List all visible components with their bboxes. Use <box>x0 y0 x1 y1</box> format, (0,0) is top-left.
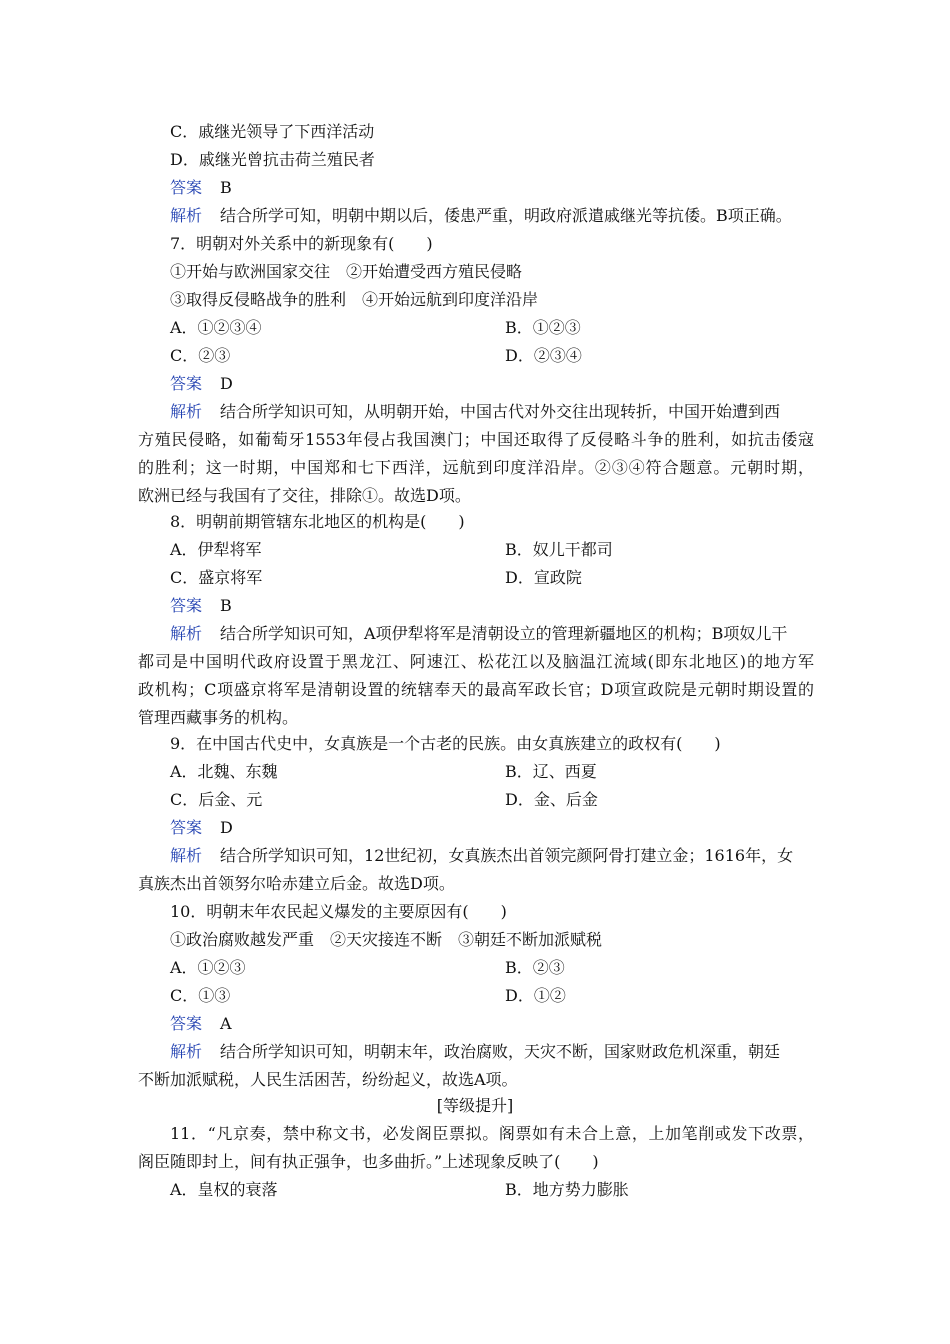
q7-items-1: ①开始与欧洲国家交往 ②开始遭受西方殖民侵略 <box>170 262 523 281</box>
q11-option-a: A．皇权的衰落 <box>170 1180 278 1199</box>
analysis-label: 解析 <box>170 1042 203 1061</box>
q8-option-d: D．宣政院 <box>505 568 582 587</box>
analysis-label: 解析 <box>170 846 203 865</box>
q11-stem-line-2: 阁臣随即封上，间有执正强争，也多曲折。”上述现象反映了( ) <box>138 1152 599 1171</box>
q7-analysis-line-1 <box>170 398 814 426</box>
answer-label: 答案 <box>170 596 203 615</box>
q8-option-b: B．奴儿干都司 <box>505 540 613 559</box>
q9-analysis-line-1 <box>170 842 814 870</box>
q7-option-b: B．①②③ <box>505 318 581 337</box>
answer-value: D <box>220 818 233 837</box>
answer-value: D <box>220 374 233 393</box>
q7-option-d: D．②③④ <box>505 346 582 365</box>
q9-option-a: A．北魏、东魏 <box>170 762 278 781</box>
q8-analysis-line-4: 管理西藏事务的机构。 <box>138 708 299 727</box>
answer-label: 答案 <box>170 1014 203 1033</box>
q10-analysis-line-2: 不断加派赋税，人民生活困苦，纷纷起义，故选A项。 <box>138 1070 518 1089</box>
q7-analysis-line-3: 的胜利；这一时期，中国郑和七下西洋，远航到印度洋沿岸。②③④符合题意。元朝时期， <box>138 458 814 477</box>
q9-stem: 9．在中国古代史中，女真族是一个古老的民族。由女真族建立的政权有( ) <box>170 734 721 753</box>
analysis-label: 解析 <box>170 402 203 421</box>
answer-value: B <box>220 596 232 615</box>
answer-label: 答案 <box>170 818 203 837</box>
q8-answer <box>170 592 232 620</box>
q10-option-a: A．①②③ <box>170 958 246 977</box>
q6-option-d: D．戚继光曾抗击荷兰殖民者 <box>170 150 375 169</box>
q9-option-d: D．金、后金 <box>505 790 598 809</box>
q10-option-c: C．①③ <box>170 986 231 1005</box>
q7-analysis-line-4: 欧洲已经与我国有了交往，排除①。故选D项。 <box>138 486 471 505</box>
q7-option-c: C．②③ <box>170 346 231 365</box>
q8-option-a: A．伊犁将军 <box>170 540 262 559</box>
analysis-text: 结合所学知识可知，从明朝开始，中国古代对外交往出现转折，中国开始遭到西 <box>220 402 781 421</box>
section-title: [等级提升] <box>436 1096 514 1115</box>
q10-option-b: B．②③ <box>505 958 565 977</box>
q9-analysis-line-2: 真族杰出首领努尔哈赤建立后金。故选D项。 <box>138 874 455 893</box>
q10-analysis-line-1 <box>170 1038 814 1066</box>
q10-items: ①政治腐败越发严重 ②天灾接连不断 ③朝廷不断加派赋税 <box>170 930 603 949</box>
answer-value: B <box>220 178 232 197</box>
q6-option-c: C．戚继光领导了下西洋活动 <box>170 122 375 141</box>
q10-stem: 10．明朝末年农民起义爆发的主要原因有( ) <box>170 902 507 921</box>
q7-option-a: A．①②③④ <box>170 318 262 337</box>
q11-option-b: B．地方势力膨胀 <box>505 1180 629 1199</box>
q8-stem: 8．明朝前期管辖东北地区的机构是( ) <box>170 512 465 531</box>
q7-items-2: ③取得反侵略战争的胜利 ④开始远航到印度洋沿岸 <box>170 290 539 309</box>
q11-stem-line-1: 11．“凡京奏，禁中称文书，必发阁臣票拟。阁票如有未合上意，上加笔削或发下改票， <box>170 1124 814 1143</box>
analysis-label: 解析 <box>170 206 203 225</box>
q8-option-c: C．盛京将军 <box>170 568 263 587</box>
analysis-text: 结合所学可知，明朝中期以后，倭患严重，明政府派遣戚继光等抗倭。B项正确。 <box>220 206 792 225</box>
analysis-text: 结合所学知识可知，12世纪初，女真族杰出首领完颜阿骨打建立金；1616年，女 <box>220 846 794 865</box>
q8-analysis-line-1 <box>170 620 814 648</box>
answer-label: 答案 <box>170 178 203 197</box>
q7-analysis-line-2: 方殖民侵略，如葡萄牙1553年侵占我国澳门；中国还取得了反侵略斗争的胜利，如抗击倭寇 <box>138 430 814 449</box>
q10-option-d: D．①② <box>505 986 566 1005</box>
q9-option-c: C．后金、元 <box>170 790 263 809</box>
q6-answer <box>170 174 232 202</box>
answer-label: 答案 <box>170 374 203 393</box>
q9-option-b: B．辽、西夏 <box>505 762 597 781</box>
q9-answer <box>170 814 233 842</box>
q7-answer <box>170 370 233 398</box>
q8-analysis-line-2: 都司是中国明代政府设置于黑龙江、阿速江、松花江以及脑温江流域(即东北地区)的地方军 <box>138 652 814 671</box>
analysis-text: 结合所学知识可知，A项伊犁将军是清朝设立的管理新疆地区的机构；B项奴儿干 <box>220 624 788 643</box>
q8-analysis-line-3: 政机构；C项盛京将军是清朝设置的统辖奉天的最高军政长官；D项宣政院是元朝时期设置的 <box>138 680 814 699</box>
q7-stem: 7．明朝对外关系中的新现象有( ) <box>170 234 433 253</box>
q6-analysis <box>170 202 792 230</box>
answer-value: A <box>220 1014 232 1033</box>
q10-answer <box>170 1010 232 1038</box>
analysis-label: 解析 <box>170 624 203 643</box>
analysis-text: 结合所学知识可知，明朝末年，政治腐败，天灾不断，国家财政危机深重，朝廷 <box>220 1042 781 1061</box>
